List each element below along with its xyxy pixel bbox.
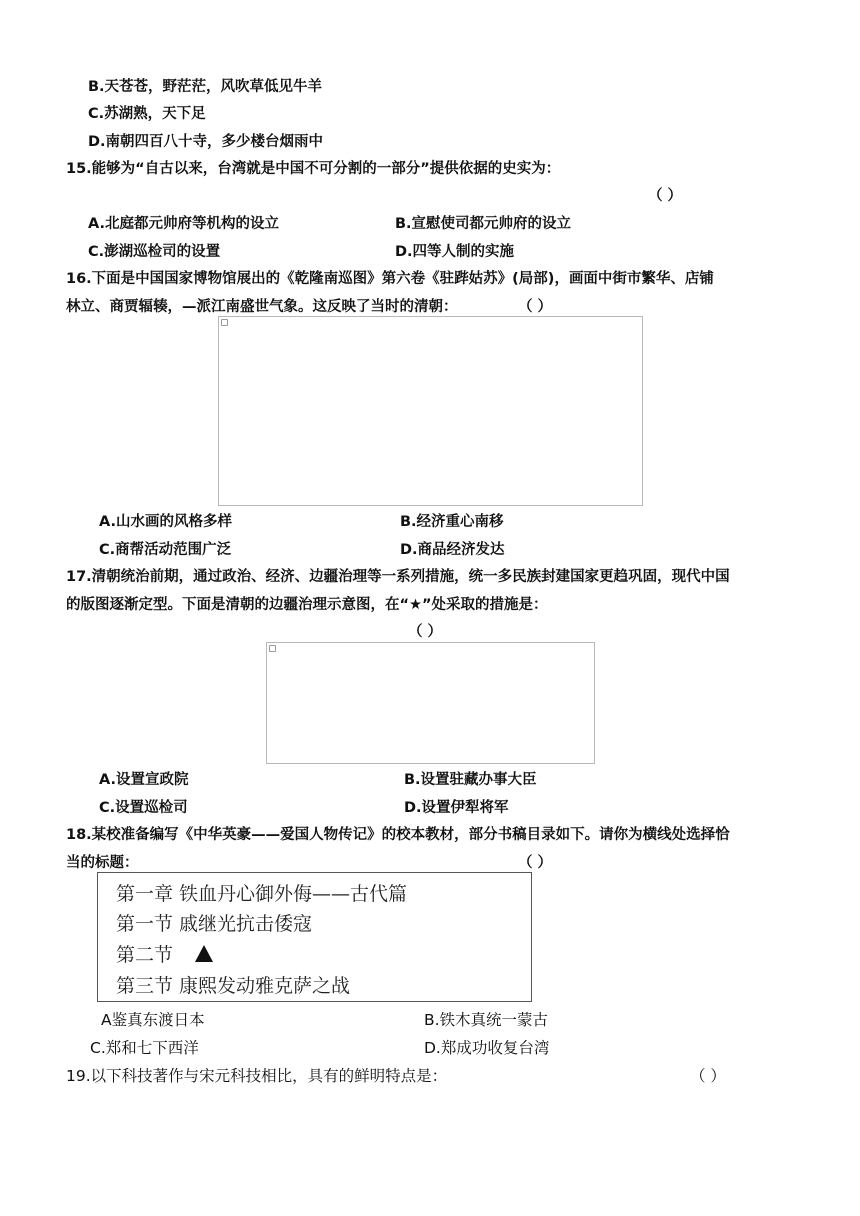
toc-section-3: 第三节 康熙发动雅克萨之战 [116, 975, 351, 997]
q18-bracket: （ ） [518, 855, 553, 871]
q18-option-a: A鉴真东渡日本 [101, 1011, 205, 1029]
toc-chapter-1: 第一章 铁血丹心御外侮——古代篇 [116, 883, 408, 905]
q18-stem-line2: 当的标题： [66, 855, 139, 871]
q15-option-d: D.四等人制的实施 [395, 244, 515, 260]
triangle-icon [195, 945, 213, 962]
q15-option-a: A.北庭都元帅府等机构的设立 [88, 216, 279, 232]
toc-section-1: 第一节 戚继光抗击倭寇 [116, 913, 313, 935]
q19-stem: 19.以下科技著作与宋元科技相比，具有的鲜明特点是： [66, 1067, 448, 1085]
q17-stem-line2: 的版图逐渐定型。下面是清朝的边疆治理示意图，在“★”处采取的措施是： [66, 597, 548, 613]
q18-stem-line1: 18.某校准备编写《中华英豪——爱国人物传记》的校本教材，部分书稿目录如下。请你为横线处选择恰 [66, 827, 730, 843]
q16-option-b: B.经济重心南移 [400, 514, 504, 530]
q17-option-d: D.设置伊犁将军 [404, 800, 509, 816]
broken-image-icon [221, 319, 228, 326]
q16-option-a: A.山水画的风格多样 [99, 514, 232, 530]
q14-option-c: C.苏湖熟，天下足 [88, 106, 206, 122]
q17-option-a: A.设置宣政院 [99, 772, 189, 788]
q17-stem-line1: 17.清朝统治前期，通过政治、经济、边疆治理等一系列措施，统一多民族封建国家更趋巩固，现代中国 [66, 569, 730, 585]
q18-option-b: B.铁木真统一蒙古 [424, 1011, 549, 1029]
q18-option-c: C.郑和七下西洋 [90, 1039, 199, 1057]
q17-option-b: B.设置驻藏办事大臣 [404, 772, 537, 788]
q16-stem-line2: 林立、商贾辐辏，—派江南盛世气象。这反映了当时的清朝： [66, 299, 458, 315]
toc-section-2-label: 第二节 [116, 944, 174, 966]
q14-option-d: D.南朝四百八十寺，多少楼台烟雨中 [88, 134, 324, 150]
q18-toc-box [97, 872, 532, 1002]
q16-bracket: （ ） [518, 299, 553, 315]
q17-option-c: C.设置巡检司 [99, 800, 188, 816]
q14-option-b: B.天苍苍，野茫茫，风吹草低见牛羊 [88, 79, 323, 95]
q15-option-b: B.宣慰使司都元帅府的设立 [395, 216, 572, 232]
q15-option-c: C.澎湖巡检司的设置 [88, 244, 221, 260]
q17-bracket: （ ） [408, 624, 443, 640]
q19-bracket: （ ） [690, 1067, 726, 1085]
q16-option-c: C.商帮活动范围广泛 [99, 542, 232, 558]
q16-stem-line1: 16.下面是中国国家博物馆展出的《乾隆南巡图》第六卷《驻跸姑苏》(局部)，画面中街市繁华、店铺 [66, 271, 714, 287]
q15-stem: 15.能够为“自古以来，台湾就是中国不可分割的一部分”提供依据的史实为： [66, 161, 561, 177]
q18-option-d: D.郑成功收复台湾 [424, 1039, 550, 1057]
q16-painting-image [218, 316, 643, 506]
broken-image-icon [269, 645, 276, 652]
toc-section-2 [116, 940, 213, 967]
q15-bracket: （ ） [648, 188, 683, 204]
q17-map-image [266, 642, 595, 764]
q16-option-d: D.商品经济发达 [400, 542, 505, 558]
